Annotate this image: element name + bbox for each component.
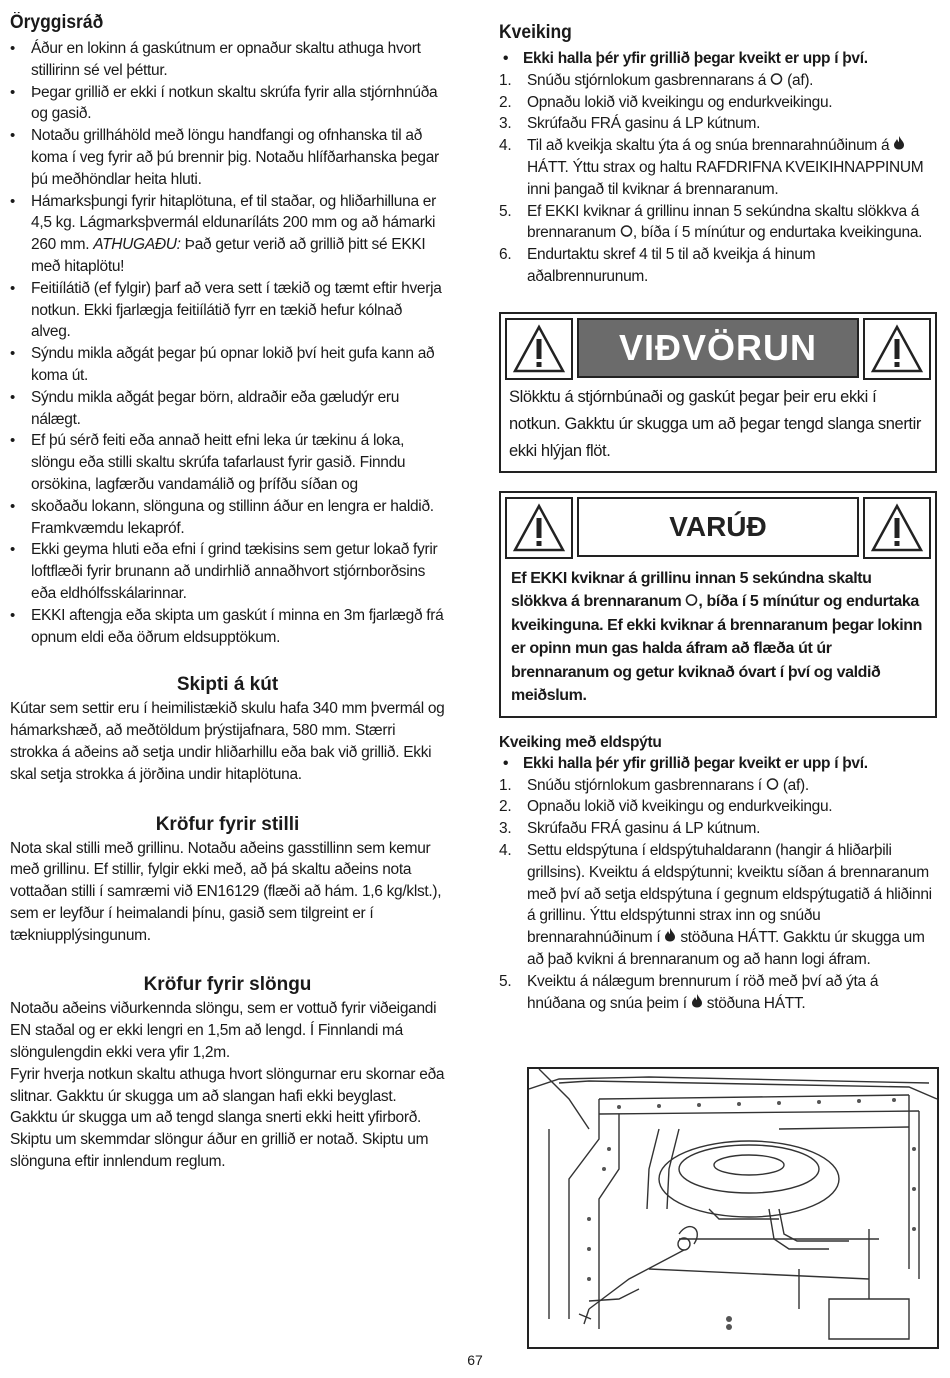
regulator-title: Kröfur fyrir stilli bbox=[155, 813, 300, 835]
list-item bbox=[499, 840, 937, 971]
list-item bbox=[499, 201, 937, 245]
list-item: • EKKI aftengja eða skipta um gaskút í minna en 3m fjarlægð frá opnum eldi eða öðrum eldsupptökum. bbox=[10, 605, 445, 649]
step-text-cont: stöðuna HÁTT. bbox=[702, 994, 806, 1012]
hose-text-2: Fyrir hverja notkun skaltu athuga hvort slöngurnar eru skornar eða slitnar. Gakktu úr skugga um að slangan hafi ekki beyglast. Gakktu úr skugga um að tengd slanga snerti ekki heitt yfirborð. Skiptu um skemmdar slöngur áður en grillið er notað. Skiptu um slönguna eftir innlendum reglum. bbox=[10, 1065, 445, 1171]
caution-text-a: Ef EKKI kviknar á grillinu innan 5 sekúndna skaltu slökkva á brennaranum bbox=[511, 569, 872, 611]
warning-triangle-icon bbox=[863, 318, 931, 380]
list-item bbox=[499, 775, 937, 797]
warning-label: VIÐVÖRUN bbox=[577, 318, 859, 378]
step-text: Settu eldspýtuna í eldspýtuhaldarann (hangir á hliðarþili grillsins). Kveiktu á eldspýtunni; kveiktu síðan á brennaranum með því að setja eldspýtuna í gegnum eldspýtugatið á hliðinni á grillinu. Ýttu eldspýtunni strax inn og snúðu brennarahnúðinum í bbox=[527, 841, 932, 947]
ignition-title: Kveiking bbox=[499, 22, 572, 43]
grill-burner-illustration bbox=[527, 1067, 939, 1349]
step-text: Opnaðu lokið við kveikingu og endurkveikingu. bbox=[527, 798, 833, 816]
warning-text: Slökktu á stjórnbúnaði og gaskút þegar þeir eru ekki í notkun. Gakktu úr skugga um að þegar tengd slanga snertir ekki hlýjan flöt. bbox=[509, 387, 921, 460]
step-number: 5. bbox=[499, 972, 512, 990]
ignition-warning-bullet: • Ekki halla þér yfir grillið þegar kveikt er upp í því. bbox=[499, 48, 937, 70]
caution-label: VARÚÐ bbox=[577, 497, 859, 557]
caution-text-b: , bíða í 5 mínútur og endurtaka kveikinguna. Ef ekki kviknar á brennaranum þegar lokinn er opinn mun gas halda áfram að flæða út úr brennaranum og getur kviknað óvart í því og valdið meiðslum. bbox=[511, 593, 923, 705]
step-text: Snúðu stjórnlokum gasbrennarans á bbox=[527, 71, 771, 89]
list-item: • skoðaðu lokann, slönguna og stillinn áður en lengra er haldið. Framkvæmdu lekapróf. bbox=[10, 496, 445, 540]
match-steps bbox=[499, 775, 937, 1015]
list-item: • Ekki geyma hluti eða efni í grind tækisins sem getur lokað fyrir loftflæði fyrir brunann að undirhlið annaðhvort stjórnborðsins eða eldhólfsskálarinnar. bbox=[10, 539, 445, 604]
list-item: • Ef þú sérð feiti eða annað heitt efni leka úr tækinu á loka, slöngu eða stilli skaltu skrúfa tafarlaust fyrir gasið. Finndu orsökina, lagfærðu vandamálið og þrífðu síðan og bbox=[10, 430, 445, 495]
step-number: 4. bbox=[499, 841, 512, 859]
list-item bbox=[499, 70, 937, 92]
step-number: 3. bbox=[499, 820, 512, 838]
off-icon bbox=[685, 590, 698, 614]
list-item: • Sýndu mikla aðgát þegar þú opnar lokið því heit gufa kann að koma út. bbox=[10, 343, 445, 387]
hose-title: Kröfur fyrir slöngu bbox=[143, 974, 312, 996]
step-number: 1. bbox=[499, 71, 512, 89]
hose-text-1: Notaðu aðeins viðurkennda slöngu, sem er vottuð fyrir viðeigandi EN staðal og er ekki lengri en 1,5m að lengd. Í Finnlandi má slöngulengdin ekki vera yfir 1,2m. bbox=[10, 1000, 437, 1062]
cylinder-text: Kútar sem settir eru í heimilistækið skulu hafa 340 mm þvermál og hámarkshæð, að meðtöldum þrýstijafnara, 580 mm. Stærri strokka á aðeins að setja undir hliðarhillu eða bak við grillið. Ekki skal setja strokka á jörðina undir hitaplötuna. bbox=[10, 700, 445, 783]
step-text: Til að kveikja skaltu ýta á og snúa brennarahnúðinum á bbox=[527, 137, 894, 155]
ignition-steps bbox=[499, 70, 937, 288]
step-text: Skrúfaðu FRÁ gasinu á LP kútnum. bbox=[527, 115, 761, 133]
list-item-text: Hámarksþungi fyrir hitaplötuna, ef til staðar, og hliðarhilluna er 4,5 kg. Lágmarksþvermál eldunaríláts 200 mm og að hámarki 260 mm. bbox=[31, 192, 436, 254]
step-number: 2. bbox=[499, 93, 512, 111]
caution-triangle-icon bbox=[505, 497, 573, 559]
match-warning-bullet: • Ekki halla þér yfir grillið þegar kveikt er upp í því. bbox=[499, 753, 937, 775]
list-item bbox=[499, 796, 937, 818]
list-item bbox=[499, 135, 937, 200]
step-number: 3. bbox=[499, 115, 512, 133]
list-item bbox=[499, 113, 937, 135]
step-text-cont: (af). bbox=[783, 71, 814, 89]
off-icon bbox=[770, 70, 783, 92]
right-column bbox=[499, 22, 937, 1014]
step-text-cont: , bíða í 5 mínútur og endurtaka kveikinguna. bbox=[632, 224, 923, 242]
cylinder-title: Skipti á kút bbox=[176, 674, 279, 696]
step-number: 6. bbox=[499, 246, 512, 264]
list-item bbox=[499, 818, 937, 840]
note-label: ATHUGAÐU: bbox=[93, 236, 181, 254]
list-item: • Þegar grillið er ekki í notkun skaltu skrúfa fyrir alla stjórnhnúða og gasið. bbox=[10, 82, 445, 126]
step-text: Skrúfaðu FRÁ gasinu á LP kútnum. bbox=[527, 820, 761, 838]
flame-icon bbox=[691, 993, 703, 1015]
step-text-cont: stöðuna HÁTT. Gakktu úr skugga um að það kvikni á brennaranum og að hann logi áfram. bbox=[527, 929, 925, 968]
step-text-cont: HÁTT. Ýttu strax og haltu RAFDRIFNA KVEIKIHNAPPINUM inni þangað til kviknar á brennaranum. bbox=[527, 158, 924, 198]
match-title: Kveiking með eldspýtu bbox=[499, 733, 662, 751]
caution-box bbox=[499, 491, 937, 718]
step-number: 4. bbox=[499, 137, 512, 155]
list-item: • Áður en lokinn á gaskútnum er opnaður skaltu athuga hvort stillirinn sé vel þéttur. bbox=[10, 38, 445, 82]
flame-icon bbox=[664, 927, 676, 949]
step-text: Opnaðu lokið við kveikingu og endurkveikingu. bbox=[527, 93, 833, 111]
step-text-cont: (af). bbox=[778, 776, 809, 794]
step-text: Kveiktu á nálægum brennurum í röð með því að ýta á hnúðana og snúa þeim í bbox=[527, 972, 879, 1012]
step-number: 1. bbox=[499, 776, 512, 794]
left-column bbox=[10, 12, 445, 1173]
page-number: 67 bbox=[467, 1352, 483, 1368]
off-icon bbox=[766, 775, 779, 797]
step-number: 2. bbox=[499, 798, 512, 816]
list-item bbox=[499, 244, 937, 288]
safety-list bbox=[10, 38, 445, 648]
step-text: Ef EKKI kviknar á grillinu innan 5 sekúndna skaltu slökkva á brennaranum bbox=[527, 202, 920, 242]
list-item: • Feitiílátið (ef fylgir) þarf að vera sett í tækið og tæmt eftir hverja notkun. Ekki fjarlægja feitiílátið fyrr en tækið hefur kólnað alveg. bbox=[10, 278, 445, 343]
step-text: Snúðu stjórnlokum gasbrennarans í bbox=[527, 776, 766, 794]
list-item bbox=[499, 971, 937, 1015]
warning-triangle-icon bbox=[505, 318, 573, 380]
safety-title: Öryggisráð bbox=[10, 12, 104, 33]
list-item bbox=[10, 191, 445, 278]
caution-text bbox=[501, 561, 935, 716]
caution-triangle-icon bbox=[863, 497, 931, 559]
regulator-text: Nota skal stilli með grillinu. Notaðu aðeins gasstillinn sem kemur með grillinu. Ef stillir, fylgir ekki með, að þá skaltu aðeins nota vottaðan stilli í samræmi við EN16129 (flæði að hám. 1,6 kg/klst.), sem er leyfður í heimalandi þínu, gasið sem tilgreint er í tækniupplýsingunum. bbox=[10, 839, 442, 944]
step-number: 5. bbox=[499, 202, 512, 220]
off-icon bbox=[620, 222, 633, 244]
list-item: • Notaðu grillháhöld með löngu handfangi og ofnhanska til að koma í veg fyrir að þú brennir þig. Notaðu hlífðarhanska þegar þú meðhöndlar heita hluti. bbox=[10, 125, 445, 190]
step-text: Endurtaktu skref 4 til 5 til að kveikja á hinum aðalbrennurunum. bbox=[527, 246, 816, 285]
warning-box bbox=[499, 312, 937, 473]
note-text: Það getur verið að grillið þitt sé EKKI með hitaplötu! bbox=[31, 236, 426, 275]
flame-icon bbox=[893, 135, 905, 157]
list-item: • Sýndu mikla aðgát þegar börn, aldraðir eða gæludýr eru nálægt. bbox=[10, 387, 445, 431]
list-item bbox=[499, 92, 937, 114]
